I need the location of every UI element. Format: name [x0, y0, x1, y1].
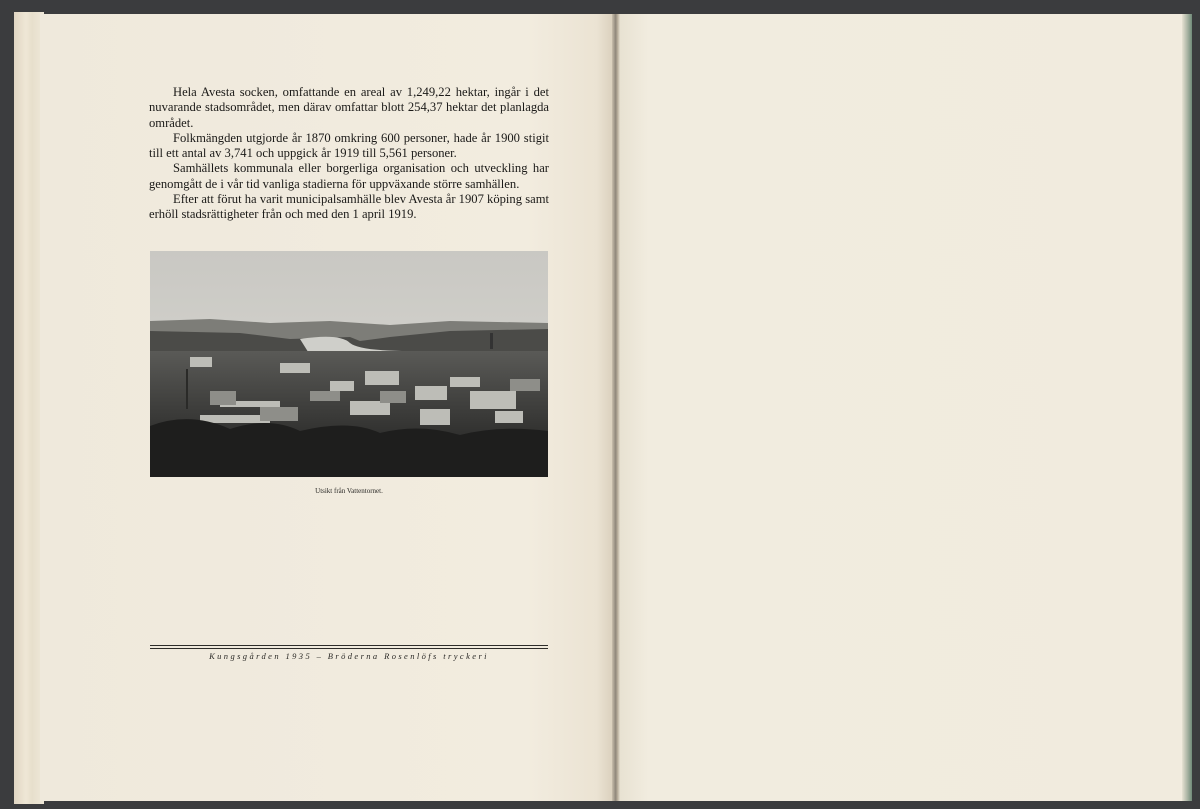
paragraph-organisation: Samhällets kommunala eller borgerliga organisation och utveckling har genomgått de i vår tid vanliga stadierna för uppväxande större samhällen. — [149, 161, 549, 191]
paragraph-population: Folkmängden utgjorde år 1870 omkring 600 personer, hade år 1900 stigit till ett antal av 3,741 och uppgick år 1919 till 5,561 personer. — [149, 130, 549, 161]
paragraph-area: Hela Avesta socken, omfattande en areal av 1,249,22 hektar, ingår i det nuvarande stadsområdet, men därav omfattar blott 254,37 hektar det planlagda området. — [149, 85, 549, 130]
paragraph-town-rights: Efter att förut ha varit municipalsamhälle blev Avesta år 1907 köping samt erhöll stadsrättigheter från och med den 1 april 1919. — [149, 192, 549, 222]
photo-caption: Utsikt från Vattentornet. — [315, 487, 383, 495]
colophon-rule-bottom — [150, 648, 548, 649]
printer-colophon: Kungsgården 1935 – Bröderna Rosenlöfs tryckeri — [209, 651, 489, 661]
cover-edge — [1182, 14, 1192, 801]
right-page-blank — [620, 14, 1188, 801]
town-view-photo — [150, 251, 548, 477]
colophon-rule-top — [150, 645, 548, 646]
body-text — [149, 85, 549, 223]
book-gutter — [612, 14, 620, 801]
